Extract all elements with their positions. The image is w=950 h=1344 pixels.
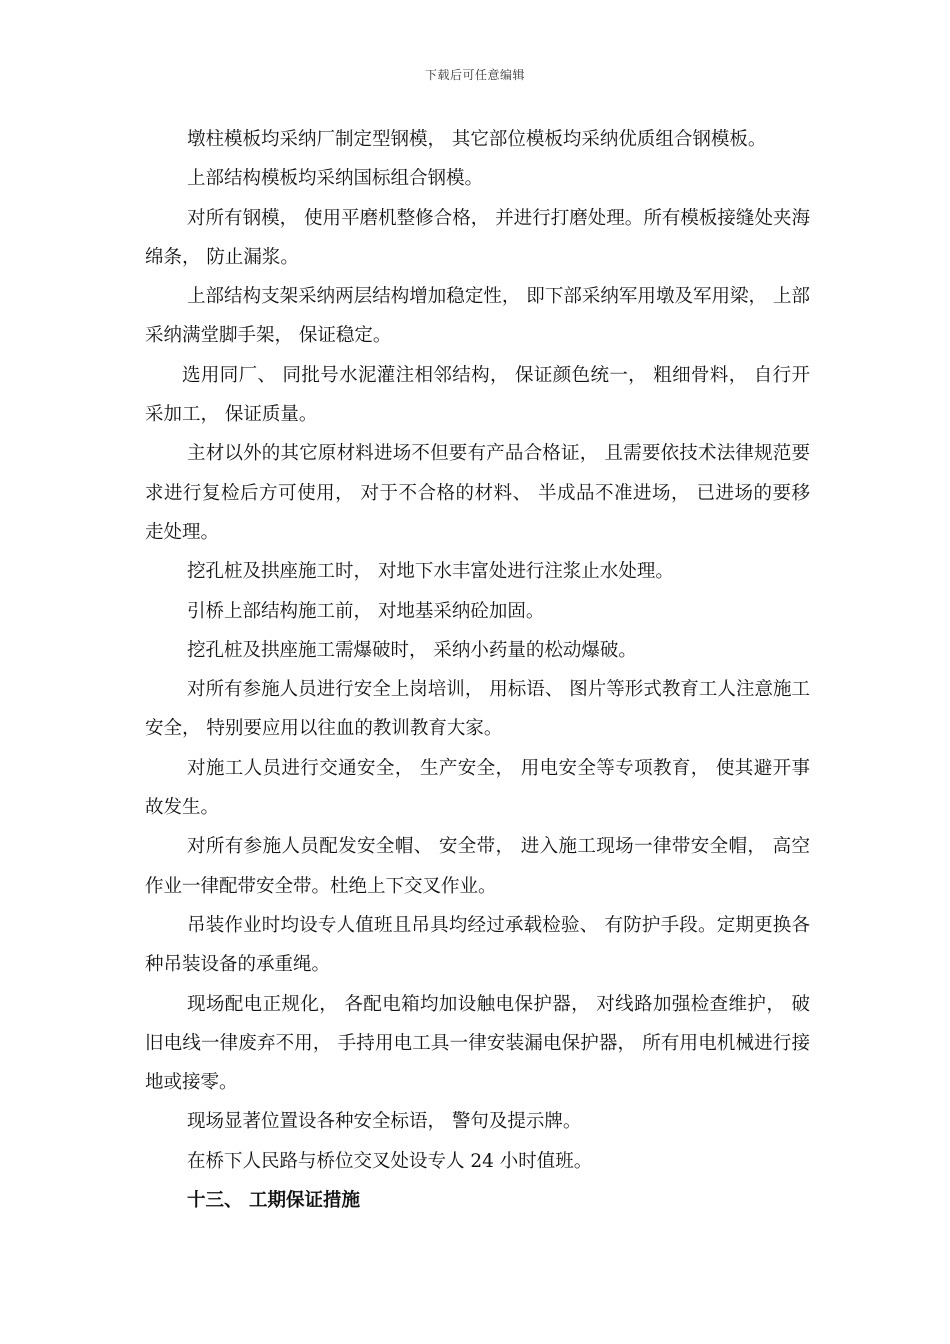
paragraph: 在桥下人民路与桥位交叉处设专人 24 小时值班。 (187, 1150, 593, 1172)
paragraph: 现场显著位置设各种安全标语， 警句及提示牌。 (187, 1111, 582, 1133)
paragraph: 对所有钢模， 使用平磨机整修合格， 并进行打磨处理。所有模板接缝处夹海绵条， 防止漏浆。 (145, 207, 810, 268)
paragraph: 对所有参施人员配发安全帽、 安全带， 进入施工现场一律带安全帽， 高空作业一律配带安全带。杜绝上下交叉作业。 (145, 836, 810, 897)
section-heading: 十三、 工期保证措施 (187, 1190, 360, 1212)
page-header: 下载后可任意编辑 (424, 68, 525, 82)
paragraph: 吊装作业时均设专人值班且吊具均经过承载检验、 有防护手段。定期更换各种吊装设备的承重绳。 (145, 914, 810, 976)
paragraph: 挖孔桩及拱座施工需爆破时， 采纳小药量的松动爆破。 (187, 639, 637, 661)
paragraph: 选用同厂、 同批号水泥灌注相邻结构， 保证颜色统一， 粗细骨料， 自行开采加工， 保证质量。 (145, 364, 810, 426)
paragraph: 主材以外的其它原材料进场不但要有产品合格证， 且需要依技术法律规范要求进行复检后方可使用， 对于不合格的材料、 半成品不准进场， 已进场的要移走处理。 (145, 443, 810, 543)
paragraph: 上部结构支架采纳两层结构增加稳定性， 即下部采纳军用墩及军用梁， 上部采纳满堂脚手架， 保证稳定。 (145, 286, 810, 347)
paragraph: 墩柱模板均采纳厂制定型钢模， 其它部位模板均采纳优质组合钢模板。 (187, 129, 767, 150)
paragraph: 对所有参施人员进行安全上岗培训， 用标语、 图片等形式教育工人注意施工安全， 特别要应用以往血的教训教育大家。 (145, 679, 810, 740)
document-body (145, 120, 810, 1220)
paragraph: 挖孔桩及拱座施工时， 对地下水丰富处进行注浆止水处理。 (187, 561, 674, 583)
paragraph: 现场配电正规化， 各配电箱均加设触电保护器， 对线路加强检查维护， 破旧电线一律废弃不用， 手持用电工具一律安装漏电保护器， 所有用电机械进行接地或接零。 (145, 993, 810, 1094)
paragraph: 对施工人员进行交通安全， 生产安全， 用电安全等专项教育， 使其避开事故发生。 (145, 757, 810, 819)
paragraph: 上部结构模板均采纳国标组合钢模。 (187, 168, 484, 190)
paragraph: 引桥上部结构施工前， 对地基采纳砼加固。 (187, 600, 545, 622)
